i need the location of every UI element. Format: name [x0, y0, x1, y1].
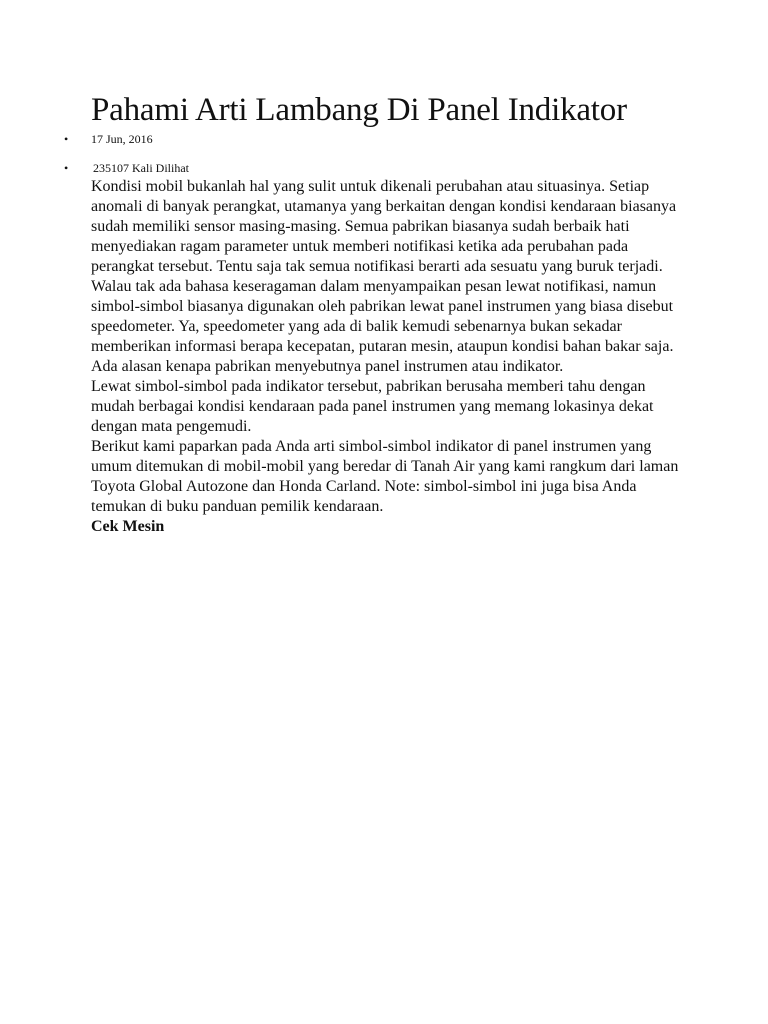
article-paragraph-4: Berikut kami paparkan pada Anda arti simbol-simbol indikator di panel instrumen yang umum ditemukan di mobil-mobil yang beredar di Tanah Air yang kami rangkum dari laman Toyota Global Autozone dan Honda Carland. Note: simbol-simbol ini juga bisa Anda temukan di buku panduan pemilik kendaraan. — [91, 438, 679, 515]
bullet-icon: • — [64, 161, 69, 175]
article-views-list — [0, 160, 189, 176]
article-views-item — [0, 160, 189, 176]
article-views: 235107 Kali Dilihat — [93, 161, 189, 175]
article-paragraph-1: Kondisi mobil bukanlah hal yang sulit untuk dikenali perubahan atau situasinya. Setiap anomali di banyak perangkat, utamanya yang berkaitan dengan kondisi kendaraan biasanya sudah memiliki sensor masing-masing. Semua pabrikan biasanya sudah berbaik hati menyediakan ragam parameter untuk memberi notifikasi ketika ada perubahan pada perangkat tersebut. Tentu saja tak semua notifikasi berarti ada sesuatu yang buruk terjadi. — [91, 178, 677, 275]
article-date-item — [0, 131, 153, 147]
article-title: Pahami Arti Lambang Di Panel Indikator — [91, 92, 627, 128]
section-heading-cek-mesin: Cek Mesin — [91, 518, 165, 535]
article-date: 17 Jun, 2016 — [91, 132, 153, 146]
article-date-list — [0, 131, 153, 147]
article-paragraph-3: Lewat simbol-simbol pada indikator tersebut, pabrikan berusaha memberi tahu dengan mudah berbagai kondisi kendaraan pada panel instrumen yang memang lokasinya dekat dengan mata pengemudi. — [91, 378, 654, 435]
article-paragraph-2: Walau tak ada bahasa keseragaman dalam menyampaikan pesan lewat notifikasi, namun simbol-simbol biasanya digunakan oleh pabrikan lewat panel instrumen yang biasa disebut speedometer. Ya, speedometer yang ada di balik kemudi sebenarnya bukan sekadar memberikan informasi berapa kecepatan, putaran mesin, ataupun kondisi bahan bakar saja. Ada alasan kenapa pabrikan menyebutnya panel instrumen atau indikator. — [91, 278, 674, 375]
bullet-icon: • — [64, 132, 69, 146]
article-body — [91, 177, 691, 537]
